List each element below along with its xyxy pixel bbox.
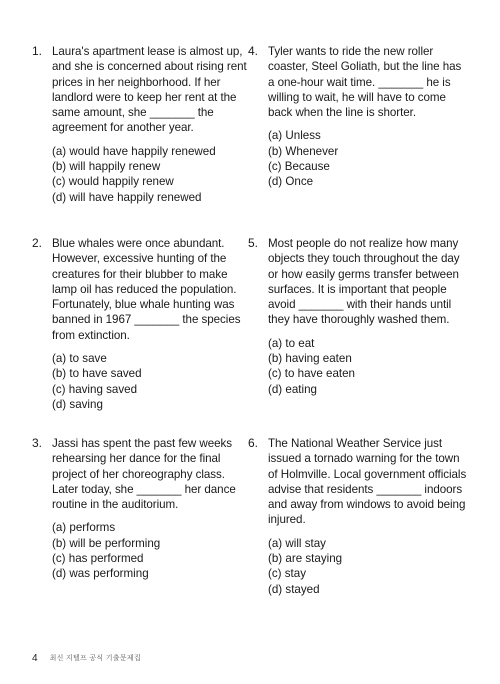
option-a: (a) Unless (268, 129, 321, 143)
question-header (248, 44, 468, 120)
question-number: 3. (32, 436, 43, 450)
question-stem: Laura's apartment lease is almost up, and she is concerned about rising rent prices in her neighborhood. If her landlord were to keep her rent at the same amount, she _______ the agreement for another year. (52, 45, 247, 135)
question-stem: Most people do not realize how many objects they touch throughout the day or how easily germs transfer between surfaces. It is important that people avoid _______ with their hands until they have thoroughly washed them. (268, 237, 460, 327)
option-b: (b) to have saved (52, 367, 142, 381)
option-b: (b) will happily renew (52, 160, 161, 174)
option-c: (c) would happily renew (52, 175, 174, 189)
option-c: (c) to have eaten (268, 367, 356, 381)
answer-options (52, 351, 252, 412)
option-c: (c) having saved (52, 382, 138, 396)
question-5 (248, 236, 468, 397)
answer-options (268, 336, 468, 397)
question-number: 2. (32, 236, 43, 250)
question-header (248, 436, 468, 528)
option-d: (d) eating (268, 382, 317, 396)
page-footer (32, 651, 141, 665)
question-stem: Jassi has spent the past few weeks rehearsing her dance for the final project of her choreography class. Later today, she _______ her dance routine in the auditorium. (52, 437, 236, 512)
answer-options (268, 536, 468, 597)
question-number: 5. (248, 236, 259, 250)
option-c: (c) stay (268, 567, 307, 581)
question-1 (32, 44, 252, 205)
option-a: (a) will stay (268, 536, 326, 550)
option-d: (d) will have happily renewed (52, 190, 202, 204)
page-number: 4 (32, 652, 38, 664)
question-number: 1. (32, 44, 43, 58)
question-2 (32, 236, 252, 412)
question-stem: Blue whales were once abundant. However, excessive hunting of the creatures for their blubber to make lamp oil has reduced the population. Fortunately, blue whale hunting was banned in 1967 _______ the species from extinction. (52, 237, 241, 342)
question-header (32, 236, 252, 343)
question-stem: Tyler wants to ride the new roller coaster, Steel Goliath, but the line has a one-hour wait time. _______ he is willing to wait, he will have to come back when the line is shorter. (268, 45, 462, 120)
question-6 (248, 436, 468, 597)
question-number: 6. (248, 436, 259, 450)
option-d: (d) was performing (52, 567, 149, 581)
option-a: (a) would have happily renewed (52, 144, 216, 158)
answer-options (52, 520, 252, 581)
option-b: (b) Whenever (268, 144, 339, 158)
option-b: (b) will be performing (52, 536, 161, 550)
answer-options (268, 128, 468, 189)
option-a: (a) performs (52, 521, 116, 535)
question-header (32, 436, 252, 512)
option-b: (b) having eaten (268, 352, 352, 366)
question-3 (32, 436, 252, 582)
question-stem: The National Weather Service just issued a tornado warning for the town of Holmville. Local government officials advise that residents _______ indoors and away from windows to avoid being injured. (268, 437, 467, 527)
option-c: (c) has performed (52, 552, 144, 566)
option-d: (d) Once (268, 175, 314, 189)
option-d: (d) saving (52, 397, 103, 411)
option-c: (c) Because (268, 160, 330, 174)
question-header (248, 236, 468, 328)
question-4 (248, 44, 468, 190)
option-a: (a) to eat (268, 336, 315, 350)
question-number: 4. (248, 44, 259, 58)
option-b: (b) are staying (268, 552, 343, 566)
option-d: (d) stayed (268, 582, 320, 596)
question-header (32, 44, 252, 136)
book-title: 최신 지텔프 공식 기출문제집 (49, 655, 142, 662)
answer-options (52, 144, 252, 205)
option-a: (a) to save (52, 352, 107, 366)
